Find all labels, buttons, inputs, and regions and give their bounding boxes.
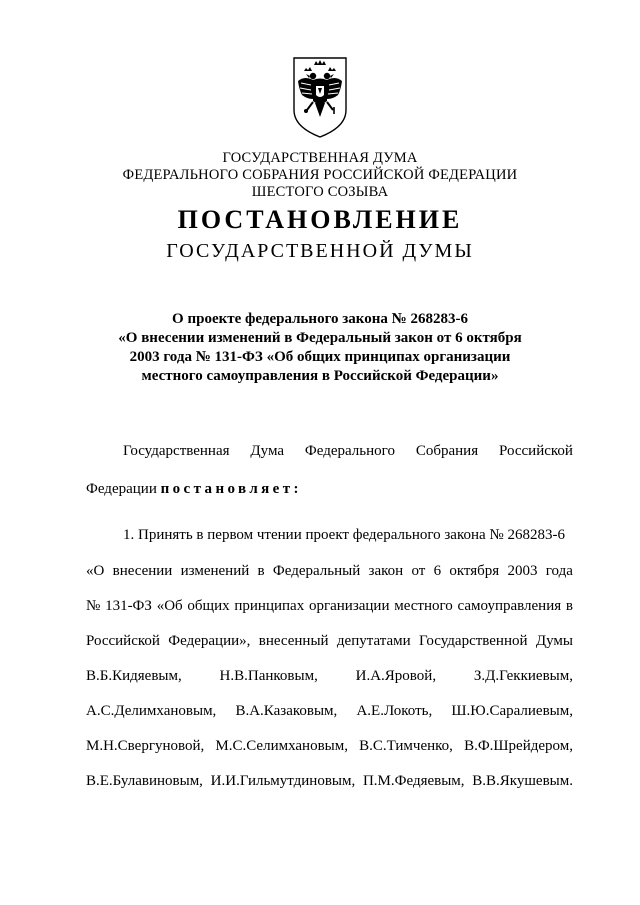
text-word: внесении [112,563,173,579]
text-word: местного [394,598,453,614]
preamble-word: Федерального [304,443,395,459]
deputies-line-2 [86,703,573,720]
preamble-word: Российской [499,443,573,459]
deputy-name: В.А.Казаковым, [235,703,338,719]
deputy-name: В.Ф.Шрейдером, [464,738,573,754]
text-word: «О [86,563,105,579]
deputy-name: М.С.Селимхановым, [215,738,348,754]
state-emblem-icon [291,55,349,140]
text-word: 131-ФЗ [105,598,152,614]
text-word: 6 [433,563,442,579]
preamble-word: Дума [250,443,285,459]
org-name-line-2: ФЕДЕРАЛЬНОГО СОБРАНИЯ РОССИЙСКОЙ ФЕДЕРАЦИИ [122,167,518,183]
preamble-prefix: Федерации [86,481,161,497]
deputy-name: В.С.Тимченко, [359,738,453,754]
deputy-name: Ш.Ю.Саралиевым, [451,703,573,719]
text-word: года [545,563,573,579]
paragraph-1-line-3 [86,598,573,615]
preamble-line-2 [86,481,302,498]
text-word: № [86,598,101,614]
text-word: Федерации», [168,633,251,649]
resolves-word: постановляет: [160,481,302,497]
deputy-name: А.Е.Локоть, [356,703,433,719]
preamble-word: Государственная [123,443,230,459]
document-subtitle: ГОСУДАРСТВЕННОЙ ДУМЫ [166,240,474,262]
deputy-name: И.И.Гильмутдиновым, [210,773,356,789]
deputy-name: А.С.Делимхановым, [86,703,217,719]
deputy-name: И.А.Яровой, [355,668,437,684]
paragraph-1-line-1: 1. Принять в первом чтении проект федерального закона № 268283-6 [123,527,565,543]
convocation-line: ШЕСТОГО СОЗЫВА [251,184,389,200]
text-word: самоуправления [457,598,562,614]
deputy-name: М.Н.Свергуновой, [86,738,205,754]
text-word: депутатами [336,633,411,649]
text-word: от [411,563,426,579]
text-word: Российской [86,633,160,649]
deputy-name: В.Е.Булавиновым, [86,773,203,789]
text-word: 2003 [507,563,538,579]
preamble-line-1 [123,443,573,460]
text-word: Государственной [419,633,528,649]
text-word: внесенный [258,633,329,649]
text-word: «Об [156,598,183,614]
deputy-name: Н.В.Панковым, [219,668,318,684]
subject-line-4: местного самоуправления в Российской Федерации» [141,368,499,384]
text-word: закон [368,563,404,579]
text-word: общих [187,598,230,614]
deputy-name: В.Б.Кидяевым, [86,668,182,684]
deputies-line-3 [86,738,573,755]
paragraph-1-line-2 [86,563,573,580]
paragraph-1-line-4 [86,633,573,650]
deputy-name: З.Д.Геккиевым, [473,668,573,684]
deputy-name: П.М.Федяевым, [362,773,465,789]
text-word: принципах [234,598,305,614]
text-word: организации [308,598,390,614]
document-title: ПОСТАНОВЛЕНИЕ [177,205,463,234]
subject-line-2: «О внесении изменений в Федеральный закон от 6 октября [118,330,522,346]
subject-line-1: О проекте федерального закона № 268283-6 [172,311,468,327]
deputies-line-4 [86,773,573,790]
org-name-line-1: ГОСУДАРСТВЕННАЯ ДУМА [222,150,418,166]
deputies-line-1 [86,668,573,685]
text-word: изменений [180,563,250,579]
deputy-name: В.В.Якушевым. [472,773,573,789]
text-word: в [565,598,573,614]
text-word: октября [449,563,500,579]
text-word: Федеральный [272,563,361,579]
text-word: в [257,563,265,579]
preamble-word: Собрания [415,443,479,459]
text-word: Думы [535,633,573,649]
subject-line-3: 2003 года № 131-ФЗ «Об общих принципах организации [129,349,511,365]
